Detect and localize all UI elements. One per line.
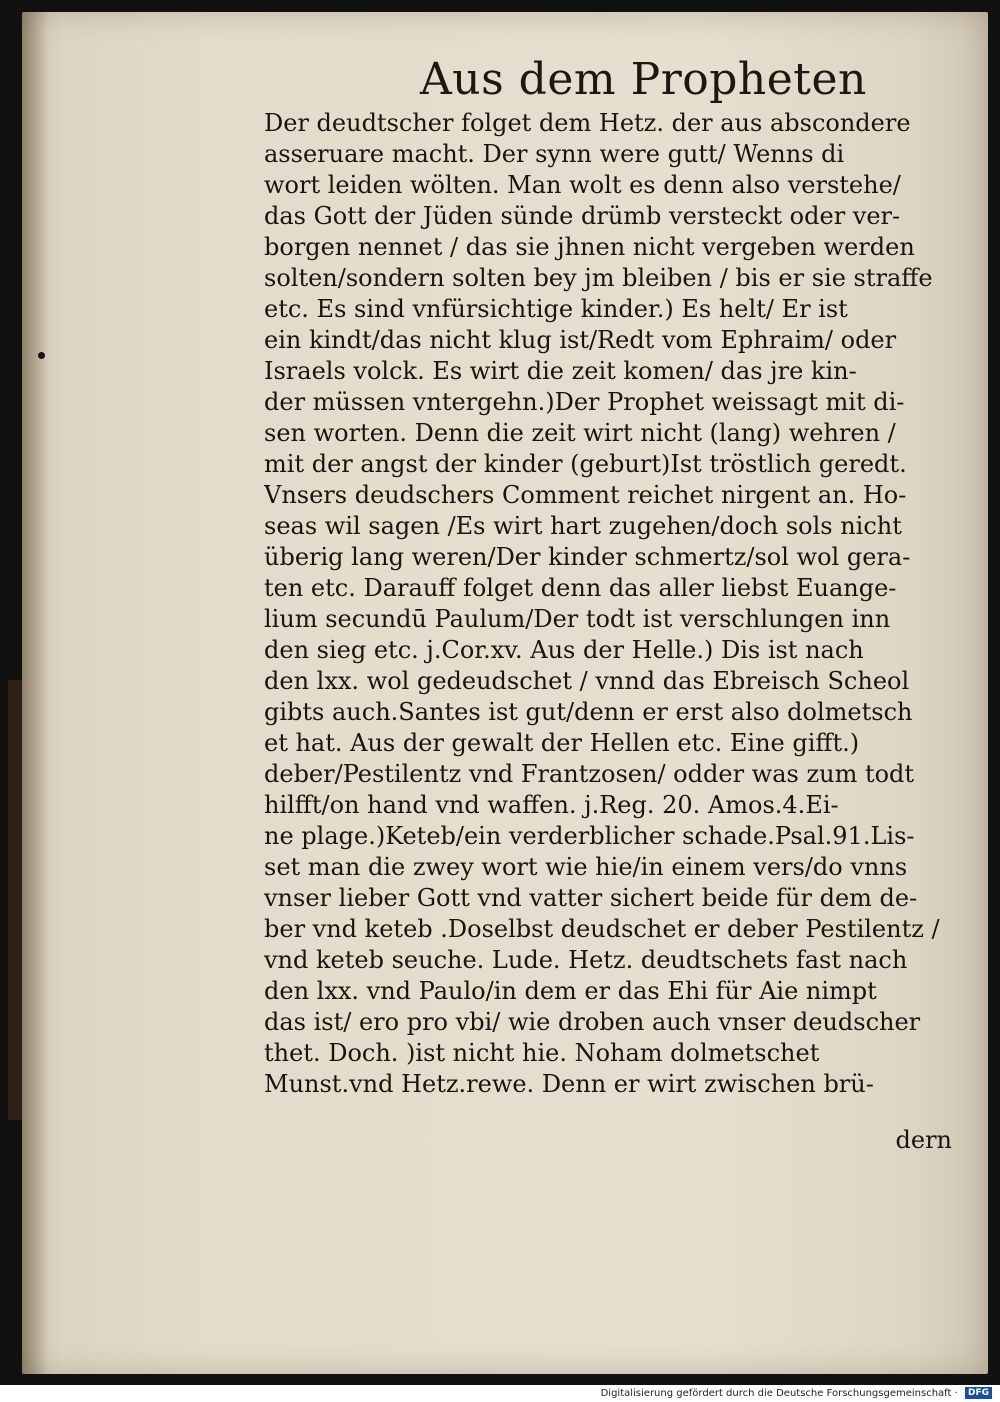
text-line: das Gott der Jüden sünde drümb versteckt oder ver- <box>264 202 901 230</box>
text-line: hilfft/on hand vnd waffen. j.Reg. 20. Amos.4.Ei- <box>264 791 839 819</box>
text-line: Munst.vnd Hetz.rewe. Denn er wirt zwischen brü- <box>264 1070 874 1098</box>
spine-shadow <box>22 12 48 1374</box>
text-line: ne plage.)Keteb/ein verderblicher schade.Psal.91.Lis- <box>264 822 915 850</box>
text-line: mit der angst der kinder (geburt)Ist tröstlich geredt. <box>264 450 907 478</box>
ink-dot <box>38 352 45 359</box>
text-line: set man die zwey wort wie hie/in einem vers/do vnns <box>264 853 908 881</box>
text-line: seas wil sagen /Es wirt hart zugehen/doch sols nicht <box>264 512 902 540</box>
text-line: wort leiden wölten. Man wolt es denn also verstehe/ <box>264 171 901 199</box>
text-line: thet. Doch. )ist nicht hie. Noham dolmetschet <box>264 1039 820 1067</box>
text-line: vnd keteb seuche. Lude. Hetz. deudtschets fast nach <box>264 946 908 974</box>
text-line: den lxx. wol gedeudschet / vnnd das Ebreisch Scheol <box>264 667 910 695</box>
digitization-footer <box>0 1385 1000 1402</box>
text-line: der müssen vntergehn.)Der Prophet weissagt mit di- <box>264 388 905 416</box>
text-line: den sieg etc. j.Cor.xv. Aus der Helle.) Dis ist nach <box>264 636 864 664</box>
text-line: deber/Pestilentz vnd Frantzosen/ odder was zum todt <box>264 760 915 788</box>
running-header: Aus dem Propheten <box>420 54 867 105</box>
text-line: lium secundū Paulum/Der todt ist verschlungen inn <box>264 605 891 633</box>
text-line: vnser lieber Gott vnd vatter sichert beide für dem de- <box>264 884 918 912</box>
catchword: dern <box>895 1126 952 1154</box>
text-line: asseruare macht. Der synn were gutt/ Wenns di <box>264 140 845 168</box>
footer-credit: Digitalisierung gefördert durch die Deutsche Forschungsgemeinschaft <box>600 1388 952 1399</box>
text-line: ein kindt/das nicht klug ist/Redt vom Ephraim/ oder <box>264 326 897 354</box>
text-line: den lxx. vnd Paulo/in dem er das Ehi für Aie nimpt <box>264 977 877 1005</box>
text-line: ten etc. Darauff folget denn das aller liebst Euange- <box>264 574 897 602</box>
text-line: gibts auch.Santes ist gut/denn er erst also dolmetsch <box>264 698 913 726</box>
body-text <box>264 108 954 1100</box>
text-line: ber vnd keteb .Doselbst deudschet er deber Pestilentz / <box>264 915 940 943</box>
text-line: sen worten. Denn die zeit wirt nicht (lang) wehren / <box>264 419 896 447</box>
text-line: solten/sondern solten bey jm bleiben / bis er sie straffe <box>264 264 933 292</box>
edge-stain <box>8 680 22 1120</box>
text-line: Israels volck. Es wirt die zeit komen/ das jre kin- <box>264 357 857 385</box>
text-line: das ist/ ero pro vbi/ wie droben auch vnser deudscher <box>264 1008 921 1036</box>
text-line: et hat. Aus der gewalt der Hellen etc. Eine gifft.) <box>264 729 860 757</box>
text-line: überig lang weren/Der kinder schmertz/sol wol gera- <box>264 543 911 571</box>
footer-separator: · <box>951 1388 958 1399</box>
text-line: borgen nennet / das sie jhnen nicht vergeben werden <box>264 233 915 261</box>
text-line: Vnsers deudschers Comment reichet nirgent an. Ho- <box>264 481 907 509</box>
dfg-logo: DFG <box>965 1387 992 1399</box>
text-line: Der deudtscher folget dem Hetz. der aus abscondere <box>264 109 911 137</box>
text-line: etc. Es sind vnfürsichtige kinder.) Es helt/ Er ist <box>264 295 848 323</box>
